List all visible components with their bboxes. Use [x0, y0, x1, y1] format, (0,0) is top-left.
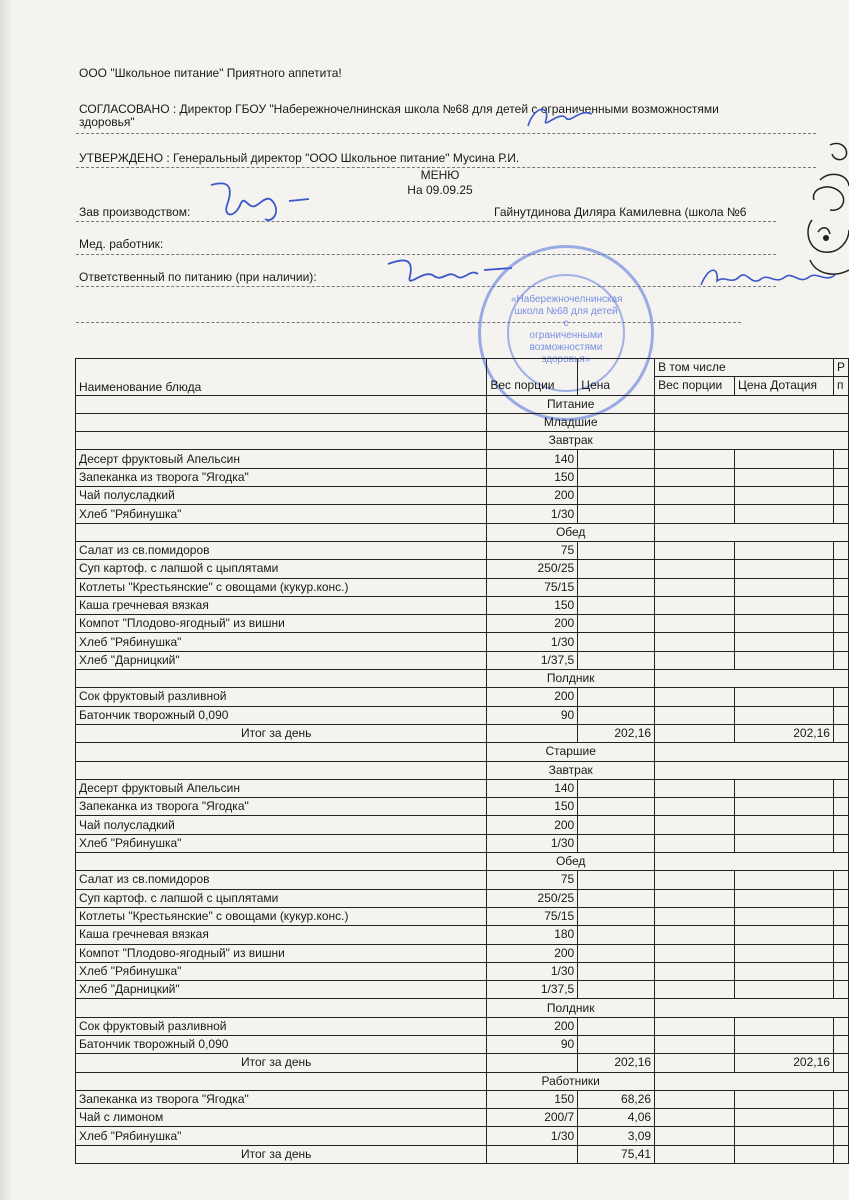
extra-cell	[833, 450, 848, 468]
inc-portion-cell	[655, 926, 735, 944]
extra-cell	[833, 944, 848, 962]
extra-cell	[833, 1109, 848, 1127]
section-label: Работники	[487, 1072, 655, 1090]
table-row	[76, 706, 849, 724]
section-row	[76, 743, 849, 761]
price-cell	[578, 834, 655, 852]
dish-name: Котлеты "Крестьянские" с овощами (кукур.конс.)	[76, 578, 487, 596]
table-row	[76, 962, 849, 980]
portion-cell	[487, 724, 578, 742]
table-row	[76, 541, 849, 559]
inc-price-cell	[735, 889, 834, 907]
inc-portion-cell	[655, 468, 735, 486]
inc-price-cell	[735, 816, 834, 834]
header-portion: Вес порции	[487, 377, 578, 395]
price-cell	[578, 615, 655, 633]
table-row	[76, 907, 849, 925]
table-row	[76, 560, 849, 578]
dish-name: Батончик творожный 0,090	[76, 1035, 487, 1053]
divider	[76, 133, 816, 134]
portion-cell: 250/25	[487, 560, 578, 578]
inc-price-cell	[735, 1109, 834, 1127]
inc-price-cell	[735, 633, 834, 651]
dish-name: Салат из св.помидоров	[76, 541, 487, 559]
section-row	[76, 395, 849, 413]
price-cell	[578, 926, 655, 944]
extra-cell	[833, 1090, 848, 1108]
section-label: Младшие	[487, 413, 655, 431]
table-row	[76, 688, 849, 706]
extra-cell	[833, 578, 848, 596]
extra-cell	[833, 981, 848, 999]
table-row	[76, 889, 849, 907]
inc-price-cell	[735, 798, 834, 816]
inc-price-cell	[735, 926, 834, 944]
price-cell	[578, 962, 655, 980]
section-blank	[76, 1072, 487, 1090]
header-blank	[578, 359, 655, 377]
production-label: Зав производством:	[79, 205, 191, 219]
header-blank	[487, 359, 578, 377]
portion-cell: 200	[487, 1017, 578, 1035]
table-row	[76, 468, 849, 486]
inc-portion-cell	[655, 541, 735, 559]
header-inc-portion: Вес порции	[655, 377, 735, 395]
table-row	[76, 779, 849, 797]
header-price: Цена	[578, 377, 655, 395]
table-row	[76, 505, 849, 523]
extra-cell	[833, 779, 848, 797]
inc-price-cell	[735, 596, 834, 614]
inc-portion-cell	[655, 651, 735, 669]
extra-cell	[833, 706, 848, 724]
extra-cell	[833, 487, 848, 505]
divider	[76, 221, 776, 222]
portion-cell: 75	[487, 871, 578, 889]
extra-cell	[833, 907, 848, 925]
portion-cell: 200/7	[487, 1109, 578, 1127]
portion-cell: 1/30	[487, 834, 578, 852]
table-row	[76, 816, 849, 834]
price-cell	[578, 596, 655, 614]
portion-cell: 150	[487, 468, 578, 486]
price-cell	[578, 651, 655, 669]
dish-name: Каша гречневая вязкая	[76, 596, 487, 614]
section-label: Полдник	[487, 999, 655, 1017]
inc-price-cell	[735, 468, 834, 486]
dish-name: Компот "Плодово-ягодный" из вишни	[76, 944, 487, 962]
price-cell: 3,09	[578, 1127, 655, 1145]
section-blank	[655, 853, 849, 871]
portion-cell: 90	[487, 1035, 578, 1053]
dish-name: Десерт фруктовый Апельсин	[76, 779, 487, 797]
section-row	[76, 670, 849, 688]
dish-name: Хлеб "Рябинушка"	[76, 1127, 487, 1145]
price-cell	[578, 541, 655, 559]
dish-name: Запеканка из творога "Ягодка"	[76, 798, 487, 816]
inc-price-cell	[735, 688, 834, 706]
inc-portion-cell	[655, 724, 735, 742]
portion-cell	[487, 1054, 578, 1072]
inc-portion-cell	[655, 596, 735, 614]
dish-name: Хлеб "Дарницкий"	[76, 651, 487, 669]
inc-portion-cell	[655, 633, 735, 651]
inc-price-cell	[735, 1145, 834, 1163]
table-row	[76, 633, 849, 651]
extra-cell	[833, 889, 848, 907]
menu-title: МЕНЮ	[420, 168, 460, 182]
table-row	[76, 1109, 849, 1127]
table-row	[76, 487, 849, 505]
table-row	[76, 1017, 849, 1035]
table-row	[76, 596, 849, 614]
extra-cell	[833, 615, 848, 633]
dish-name: Хлеб "Рябинушка"	[76, 962, 487, 980]
table-row	[76, 834, 849, 852]
portion-cell: 1/30	[487, 505, 578, 523]
inc-price-cell	[735, 962, 834, 980]
price-cell	[578, 688, 655, 706]
price-cell: 202,16	[578, 724, 655, 742]
section-blank	[76, 743, 487, 761]
total-row	[76, 1054, 849, 1072]
price-cell	[578, 779, 655, 797]
company-line: ООО "Школьное питание" Приятного аппетита!	[79, 66, 342, 80]
total-label: Итог за день	[76, 1054, 487, 1072]
table-row	[76, 450, 849, 468]
section-blank	[655, 395, 849, 413]
section-row	[76, 1072, 849, 1090]
table-row	[76, 615, 849, 633]
portion-cell: 1/30	[487, 962, 578, 980]
section-blank	[76, 523, 487, 541]
dish-name: Запеканка из творога "Ягодка"	[76, 1090, 487, 1108]
extra-cell	[833, 560, 848, 578]
inc-price-cell	[735, 651, 834, 669]
dish-name: Салат из св.помидоров	[76, 871, 487, 889]
price-cell	[578, 1035, 655, 1053]
section-label: Завтрак	[487, 761, 655, 779]
table-row	[76, 578, 849, 596]
inc-portion-cell	[655, 944, 735, 962]
extra-cell	[833, 1127, 848, 1145]
portion-cell: 75/15	[487, 907, 578, 925]
header-inc-price: Цена Дотация	[735, 377, 834, 395]
dish-name: Компот "Плодово-ягодный" из вишни	[76, 615, 487, 633]
portion-cell: 180	[487, 926, 578, 944]
header-dish-name: Наименование блюда	[76, 359, 487, 396]
section-blank	[76, 413, 487, 431]
inc-price-cell: 202,16	[735, 724, 834, 742]
price-cell: 202,16	[578, 1054, 655, 1072]
section-blank	[655, 432, 849, 450]
dish-name: Чай полусладкий	[76, 816, 487, 834]
inc-price-cell	[735, 541, 834, 559]
extra-cell	[833, 816, 848, 834]
section-row	[76, 999, 849, 1017]
portion-cell: 150	[487, 798, 578, 816]
extra-cell	[833, 1054, 848, 1072]
section-label: Обед	[487, 853, 655, 871]
section-label: Завтрак	[487, 432, 655, 450]
section-blank	[76, 432, 487, 450]
inc-price-cell	[735, 578, 834, 596]
price-cell	[578, 798, 655, 816]
portion-cell: 90	[487, 706, 578, 724]
section-blank	[655, 670, 849, 688]
chef-mascot-icon	[800, 140, 849, 300]
extra-cell	[833, 596, 848, 614]
table-row	[76, 926, 849, 944]
agreed-line: СОГЛАСОВАНО : Директор ГБОУ "Набережночелнинская школа №68 для детей с ограниченными возможностями	[79, 102, 719, 116]
section-row	[76, 432, 849, 450]
extra-cell	[833, 688, 848, 706]
inc-portion-cell	[655, 871, 735, 889]
inc-portion-cell	[655, 779, 735, 797]
inc-portion-cell	[655, 560, 735, 578]
price-cell	[578, 889, 655, 907]
inc-portion-cell	[655, 487, 735, 505]
scan-shadow-edge	[0, 0, 12, 1200]
price-cell	[578, 450, 655, 468]
section-blank	[655, 761, 849, 779]
inc-portion-cell	[655, 981, 735, 999]
agreed-line-cont: здоровья"	[79, 115, 135, 129]
dish-name: Хлеб "Рябинушка"	[76, 834, 487, 852]
production-signature	[205, 175, 325, 225]
inc-price-cell	[735, 981, 834, 999]
inc-price-cell	[735, 487, 834, 505]
inc-price-cell	[735, 505, 834, 523]
section-blank	[655, 999, 849, 1017]
extra-cell	[833, 468, 848, 486]
inc-portion-cell	[655, 834, 735, 852]
menu-date: На 09.09.25	[407, 183, 473, 197]
table-row	[76, 1127, 849, 1145]
portion-cell: 1/37,5	[487, 981, 578, 999]
section-blank	[76, 761, 487, 779]
header-extra-top: Р	[833, 359, 848, 377]
dish-name: Чай с лимоном	[76, 1109, 487, 1127]
inc-portion-cell	[655, 706, 735, 724]
extra-cell	[833, 651, 848, 669]
portion-cell: 150	[487, 596, 578, 614]
inc-portion-cell	[655, 816, 735, 834]
price-cell	[578, 468, 655, 486]
extra-cell	[833, 871, 848, 889]
section-blank	[655, 743, 849, 761]
dish-name: Хлеб "Дарницкий"	[76, 981, 487, 999]
section-blank	[76, 853, 487, 871]
price-cell	[578, 487, 655, 505]
inc-price-cell	[735, 1017, 834, 1035]
table-row	[76, 1035, 849, 1053]
section-row	[76, 413, 849, 431]
inc-portion-cell	[655, 962, 735, 980]
total-row	[76, 1145, 849, 1163]
inc-portion-cell	[655, 450, 735, 468]
inc-price-cell	[735, 706, 834, 724]
total-row	[76, 724, 849, 742]
table-row	[76, 798, 849, 816]
portion-cell: 200	[487, 816, 578, 834]
portion-cell: 75	[487, 541, 578, 559]
responsible-label: Ответственный по питанию (при наличии):	[79, 270, 317, 284]
extra-cell	[833, 633, 848, 651]
inc-portion-cell	[655, 1017, 735, 1035]
inc-portion-cell	[655, 1145, 735, 1163]
inc-portion-cell	[655, 798, 735, 816]
menu-table	[75, 358, 849, 1164]
inc-price-cell	[735, 1090, 834, 1108]
section-row	[76, 853, 849, 871]
extra-cell	[833, 962, 848, 980]
inc-portion-cell	[655, 1127, 735, 1145]
inc-portion-cell	[655, 907, 735, 925]
extra-cell	[833, 926, 848, 944]
price-cell	[578, 907, 655, 925]
portion-cell: 75/15	[487, 578, 578, 596]
medic-label: Мед. работник:	[79, 237, 164, 251]
price-cell: 68,26	[578, 1090, 655, 1108]
table-header-row-top	[76, 359, 849, 377]
price-cell	[578, 560, 655, 578]
portion-cell: 1/30	[487, 633, 578, 651]
table-row	[76, 981, 849, 999]
inc-portion-cell	[655, 505, 735, 523]
inc-price-cell	[735, 944, 834, 962]
section-blank	[76, 999, 487, 1017]
inc-portion-cell	[655, 889, 735, 907]
price-cell	[578, 706, 655, 724]
inc-portion-cell	[655, 1054, 735, 1072]
section-blank	[655, 1072, 849, 1090]
inc-price-cell	[735, 871, 834, 889]
inc-portion-cell	[655, 615, 735, 633]
dish-name: Сок фруктовый разливной	[76, 688, 487, 706]
extra-cell	[833, 505, 848, 523]
inc-price-cell	[735, 834, 834, 852]
stamp-text: «Набережночелнинская школа №68 для детей с ограниченными возможностями здоровья»	[511, 294, 623, 365]
section-label: Обед	[487, 523, 655, 541]
dish-name: Батончик творожный 0,090	[76, 706, 487, 724]
extra-cell	[833, 1035, 848, 1053]
extra-cell	[833, 1017, 848, 1035]
extra-cell	[833, 724, 848, 742]
section-row	[76, 523, 849, 541]
inc-price-cell	[735, 1035, 834, 1053]
table-row	[76, 871, 849, 889]
dish-name: Каша гречневая вязкая	[76, 926, 487, 944]
director-signature	[520, 100, 600, 134]
inc-portion-cell	[655, 1090, 735, 1108]
portion-cell: 150	[487, 1090, 578, 1108]
portion-cell: 200	[487, 487, 578, 505]
inc-price-cell	[735, 560, 834, 578]
inc-price-cell	[735, 907, 834, 925]
portion-cell: 1/37,5	[487, 651, 578, 669]
dish-name: Сок фруктовый разливной	[76, 1017, 487, 1035]
price-cell	[578, 633, 655, 651]
section-blank	[76, 670, 487, 688]
total-label: Итог за день	[76, 1145, 487, 1163]
dish-name: Десерт фруктовый Апельсин	[76, 450, 487, 468]
portion-cell: 140	[487, 779, 578, 797]
inc-portion-cell	[655, 1109, 735, 1127]
dish-name: Хлеб "Рябинушка"	[76, 633, 487, 651]
inc-price-cell	[735, 1127, 834, 1145]
extra-cell	[833, 541, 848, 559]
section-blank	[655, 523, 849, 541]
extra-cell	[833, 834, 848, 852]
extra-cell	[833, 1145, 848, 1163]
header-including: В том числе	[655, 359, 834, 377]
total-label: Итог за день	[76, 724, 487, 742]
inc-portion-cell	[655, 1035, 735, 1053]
section-label: Полдник	[487, 670, 655, 688]
price-cell	[578, 578, 655, 596]
portion-cell: 200	[487, 615, 578, 633]
portion-cell	[487, 1145, 578, 1163]
price-cell	[578, 505, 655, 523]
section-label: Питание	[487, 395, 655, 413]
portion-cell: 250/25	[487, 889, 578, 907]
price-cell: 4,06	[578, 1109, 655, 1127]
price-cell	[578, 1017, 655, 1035]
price-cell: 75,41	[578, 1145, 655, 1163]
extra-cell	[833, 798, 848, 816]
portion-cell: 140	[487, 450, 578, 468]
dish-name: Чай полусладкий	[76, 487, 487, 505]
dish-name: Суп картоф. с лапшой с цыплятами	[76, 560, 487, 578]
menu-table-body	[76, 359, 849, 1164]
inc-portion-cell	[655, 578, 735, 596]
approved-line: УТВЕРЖДЕНО : Генеральный директор "ООО Школьное питание" Мусина Р.И.	[79, 151, 520, 165]
dish-name: Котлеты "Крестьянские" с овощами (кукур.конс.)	[76, 907, 487, 925]
portion-cell: 200	[487, 944, 578, 962]
header-extra-bottom: п	[833, 377, 848, 395]
inc-portion-cell	[655, 688, 735, 706]
inc-price-cell: 202,16	[735, 1054, 834, 1072]
section-label: Старшие	[487, 743, 655, 761]
portion-cell: 1/30	[487, 1127, 578, 1145]
inc-price-cell	[735, 450, 834, 468]
inc-price-cell	[735, 779, 834, 797]
dish-name: Суп картоф. с лапшой с цыплятами	[76, 889, 487, 907]
price-cell	[578, 871, 655, 889]
price-cell	[578, 944, 655, 962]
price-cell	[578, 816, 655, 834]
dish-name: Запеканка из творога "Ягодка"	[76, 468, 487, 486]
portion-cell: 200	[487, 688, 578, 706]
price-cell	[578, 981, 655, 999]
section-row	[76, 761, 849, 779]
inc-price-cell	[735, 615, 834, 633]
dish-name: Хлеб "Рябинушка"	[76, 505, 487, 523]
production-name: Гайнутдинова Диляра Камилевна (школа №6	[494, 205, 747, 219]
section-blank	[655, 413, 849, 431]
table-row	[76, 651, 849, 669]
table-row	[76, 944, 849, 962]
section-blank	[76, 395, 487, 413]
table-row	[76, 1090, 849, 1108]
